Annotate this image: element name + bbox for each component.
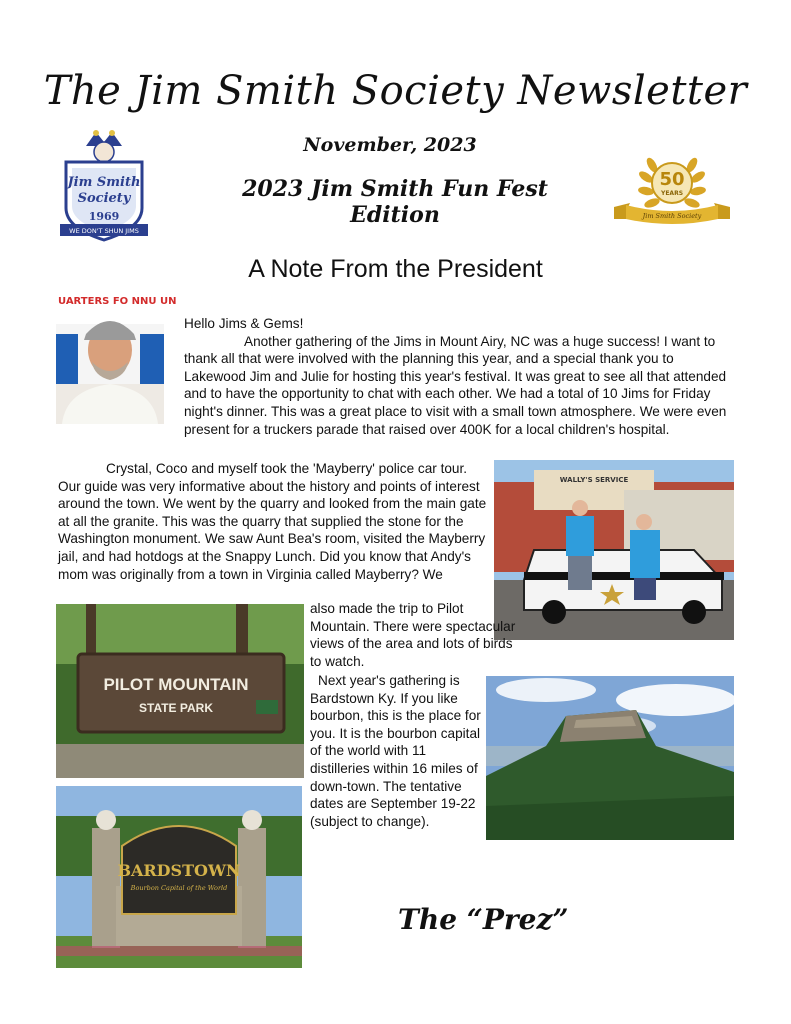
president-signature: The “Prez” [398, 903, 569, 936]
pilot-mountain-sign-photo [56, 604, 304, 778]
police-car-tour-paragraph [58, 460, 488, 583]
logo-top-text: Jim Smith [67, 175, 141, 190]
photo-sign-text: UARTERS FO NNU UN [58, 296, 177, 307]
president-photo [56, 294, 177, 424]
paragraph-2: Crystal, Coco and myself took the 'Mayberry' police car tour. Our guide was very informative about the history and points of interest around the town. We went by the quarry and looked from the main gate at all the granite. This was the quarry that supplied the stone for the Washington monument. We saw Aunt Bea's room, visited the Mayberry jail, and had hotdogs at the Snappy Lunch. Did you know that Andy's mom was originally from a town in Virginia called Mayberry? We [58, 461, 487, 582]
newsletter-title: The Jim Smith Society Newsletter [43, 68, 748, 114]
anniversary-badge [612, 145, 732, 227]
badge-label: YEARS [660, 190, 684, 197]
paragraph-1: Another gathering of the Jims in Mount Airy, NC was a huge success! I want to thank all that were involved with the planning this year, and a special thank you to Lakewood Jim and Julie for hosting this year's festival. It was great to see all that attended and to have the opportunity to chat with each other. We had a total of 10 Jims for Friday night's dinner. This was a great place to visit with a small town atmosphere. We were even present for a truckers parade that raised over 400K for a local children's hospital. [184, 333, 727, 437]
badge-ribbon-text: Jim Smith Society [642, 212, 702, 220]
newsletter-date: November, 2023 [303, 134, 477, 156]
logo-bottom-text: Society [77, 191, 131, 206]
bardstown-sign-tagline: Bourbon Capital of the World [130, 884, 228, 892]
badge-number: 50 [659, 169, 685, 190]
mayberry-police-car-photo [494, 460, 734, 640]
greeting: Hello Jims & Gems! [184, 316, 304, 331]
intro-paragraph [184, 315, 732, 438]
bardstown-sign-photo [56, 786, 302, 968]
pilot-mountain-paragraph: also made the trip to Pilot Mountain. There were spectacular views of the area and lots of birds to watch. [310, 601, 516, 669]
edition-subtitle: 2023 Jim Smith Fun Fest Edition [242, 176, 548, 228]
next-gathering-paragraph [310, 672, 485, 830]
society-logo [56, 128, 152, 244]
pilot-mountain-landscape-photo [486, 676, 734, 840]
paragraph-4: Next year's gathering is Bardstown Ky. If you like bourbon, this is the place for you. It is the bourbon capital of the world with 11 distilleries within 16 miles of down-town. The tentative dates are September 19-22 (subject to change). [310, 673, 481, 829]
pilot-sign-line2: STATE PARK [139, 701, 213, 715]
section-heading: A Note From the President [248, 255, 543, 283]
bardstown-sign-name: BARDSTOWN [117, 861, 241, 880]
wally-sign-text: WALLY'S SERVICE [559, 476, 629, 484]
pilot-sign-line1: PILOT MOUNTAIN [103, 675, 249, 694]
logo-year: 1969 [88, 210, 120, 223]
logo-motto: WE DON'T SHUN JIMS [69, 227, 139, 235]
